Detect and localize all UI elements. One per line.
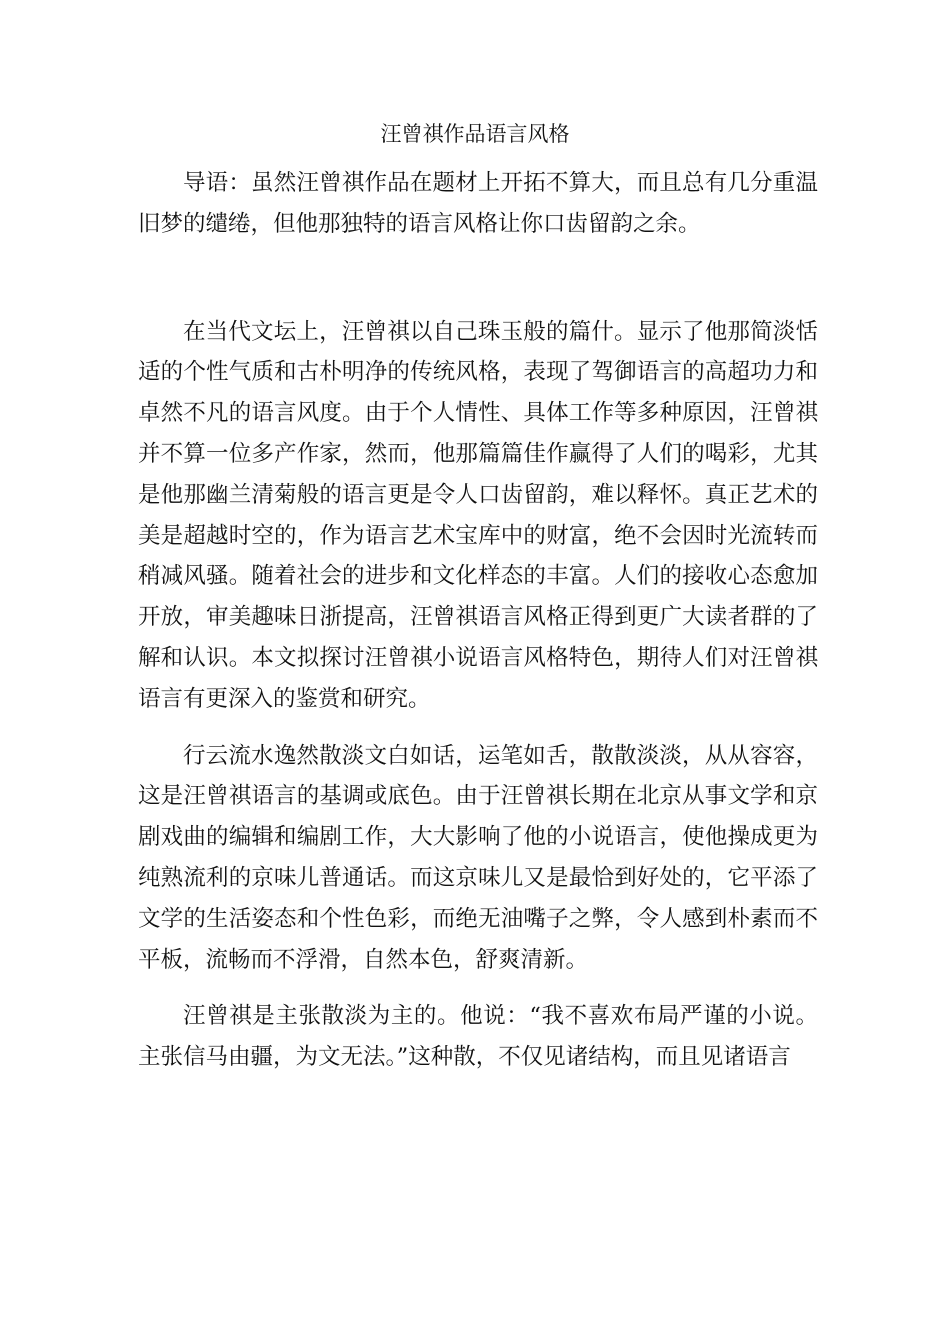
body-paragraph: 行云流水逸然散淡文白如话，运笔如舌，散散淡淡，从从容容，这是汪曾祺语言的基调或底色。由于汪曾祺长期在北京从事文学和京剧戏曲的编辑和编剧工作，大大影响了他的小说语言，使他操成更为纯熟流利的京味儿普通话。而这京味儿又是最恰到好处的，它平添了文学的生活姿态和个性色彩，而绝无油嘴子之弊，令人感到朴素而不平板，流畅而不浮滑，自然本色，舒爽清新。: [138, 742, 818, 973]
body-paragraph: 汪曾祺是主张散淡为主的。他说：“我不喜欢布局严谨的小说。主张信马由疆，为文无法。”这种散，不仅见诸结构，而且见诸语言: [138, 1003, 818, 1071]
body-paragraph: 在当代文坛上，汪曾祺以自己珠玉般的篇什。显示了他那简淡恬适的个性气质和古朴明净的传统风格，表现了驾御语言的高超功力和卓然不凡的语言风度。由于个人情性、具体工作等多种原因，汪曾祺并不算一位多产作家，然而，他那篇篇佳作赢得了人们的喝彩，尤其是他那幽兰清菊般的语言更是令人口齿留韵，难以释怀。真正艺术的美是超越时空的，作为语言艺术宝库中的财富，绝不会因时光流转而稍减风骚。随着社会的进步和文化样态的丰富。人们的接收心态愈加开放，审美趣味日浙提高，汪曾祺语言风格正得到更广大读者群的了解和认识。本文拟探讨汪曾祺小说语言风格特色，期待人们对汪曾祺语言有更深入的鉴赏和研究。: [138, 318, 818, 712]
document-title: 汪曾祺作品语言风格: [380, 122, 570, 146]
intro-paragraph: 导语：虽然汪曾祺作品在题材上开拓不算大，而且总有几分重温旧梦的缱绻，但他那独特的语言风格让你口齿留韵之余。: [138, 170, 818, 237]
document-body: [138, 163, 818, 1078]
